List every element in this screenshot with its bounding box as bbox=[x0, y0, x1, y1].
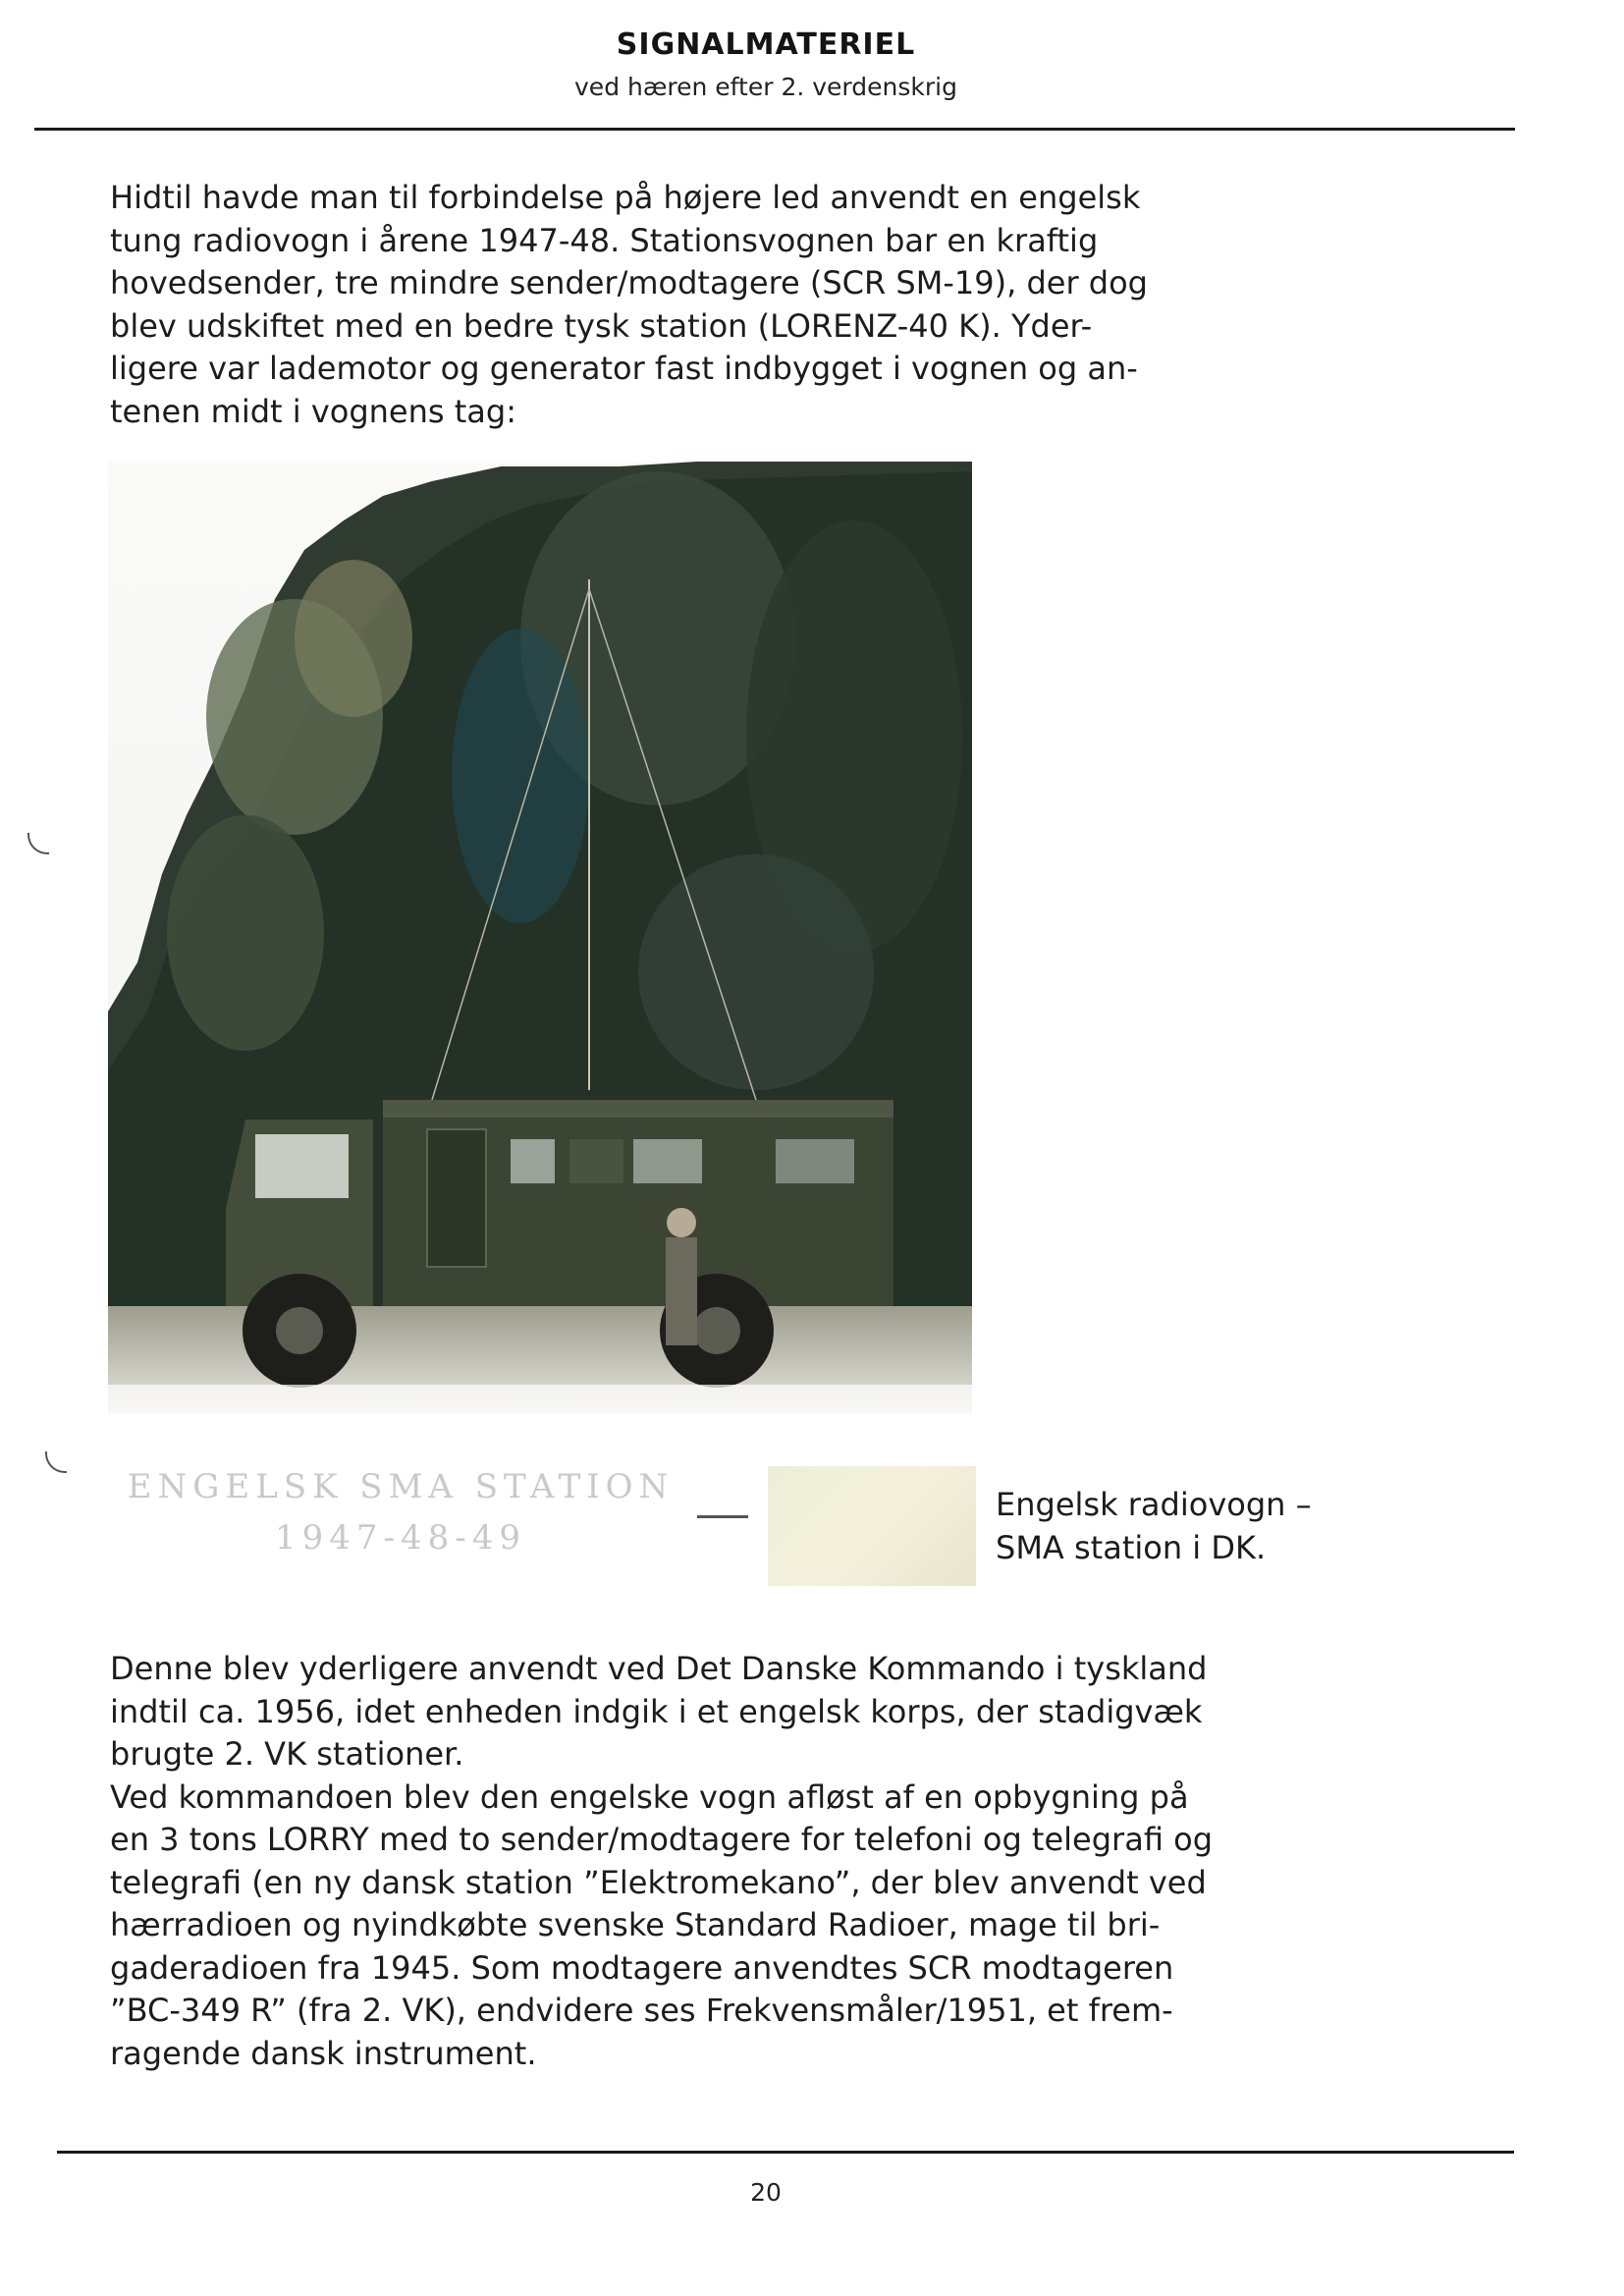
caption-dash bbox=[697, 1515, 748, 1518]
paragraph-line: hærradioen og nyindkøbte svenske Standard Radioer, mage til bri- bbox=[110, 1906, 1161, 1943]
caption-line: SMA station i DK. bbox=[996, 1529, 1267, 1566]
paragraph-line: brugte 2. VK stationer. bbox=[110, 1735, 464, 1773]
photo-handwritten-caption bbox=[106, 1461, 695, 1563]
photo-caption-line: 1947-48-49 bbox=[274, 1518, 527, 1558]
binder-punch-mark bbox=[45, 1451, 67, 1473]
photo-caption-line: ENGELSK SMA STATION bbox=[127, 1467, 675, 1506]
body-paragraph bbox=[110, 1648, 1318, 2075]
binder-punch-mark bbox=[27, 833, 49, 854]
photo-caption bbox=[996, 1483, 1312, 1569]
paragraph-line: tenen midt i vognens tag: bbox=[110, 392, 516, 430]
intro-paragraph bbox=[110, 177, 1249, 433]
paragraph-line: Denne blev yderligere anvendt ved Det Danske Kommando i tyskland bbox=[110, 1650, 1208, 1687]
paragraph-line: ragende dansk instrument. bbox=[110, 2034, 537, 2072]
paragraph-line: telegrafi (en ny dansk station ”Elektromekano”, der blev anvendt ved bbox=[110, 1863, 1207, 1901]
radio-truck-photo bbox=[108, 462, 972, 1414]
page-number: 20 bbox=[750, 2178, 782, 2207]
paper-scrap bbox=[768, 1466, 976, 1586]
paragraph-line: blev udskiftet med en bedre tysk station (LORENZ-40 K). Yder- bbox=[110, 306, 1093, 345]
page-title: SIGNALMATERIEL bbox=[616, 27, 916, 62]
page-subtitle: ved hæren efter 2. verdenskrig bbox=[574, 73, 957, 101]
paragraph-line: gaderadioen fra 1945. Som modtagere anvendtes SCR modtageren bbox=[110, 1948, 1174, 1987]
paragraph-line: hovedsender, tre mindre sender/modtagere (SCR SM-19), der dog bbox=[110, 264, 1148, 301]
paragraph-line: Ved kommandoen blev den engelske vogn afløst af en opbygning på bbox=[110, 1777, 1189, 1816]
caption-line: Engelsk radiovogn – bbox=[996, 1486, 1312, 1523]
header-divider bbox=[34, 128, 1515, 131]
paragraph-line: tung radiovogn i årene 1947-48. Stationsvognen bar en kraftig bbox=[110, 221, 1099, 259]
paragraph-line: ligere var lademotor og generator fast indbygget i vognen og an- bbox=[110, 350, 1138, 387]
paragraph-line: Hidtil havde man til forbindelse på højere led anvendt en engelsk bbox=[110, 179, 1141, 216]
paragraph-line: indtil ca. 1956, idet enheden indgik i et engelsk korps, der stadigvæk bbox=[110, 1692, 1203, 1730]
footer-divider bbox=[57, 2151, 1514, 2154]
paragraph-line: en 3 tons LORRY med to sender/modtagere for telefoni og telegrafi og bbox=[110, 1821, 1214, 1858]
paragraph-line: ”BC-349 R” (fra 2. VK), endvidere ses Frekvensmåler/1951, et frem- bbox=[110, 1992, 1173, 2029]
